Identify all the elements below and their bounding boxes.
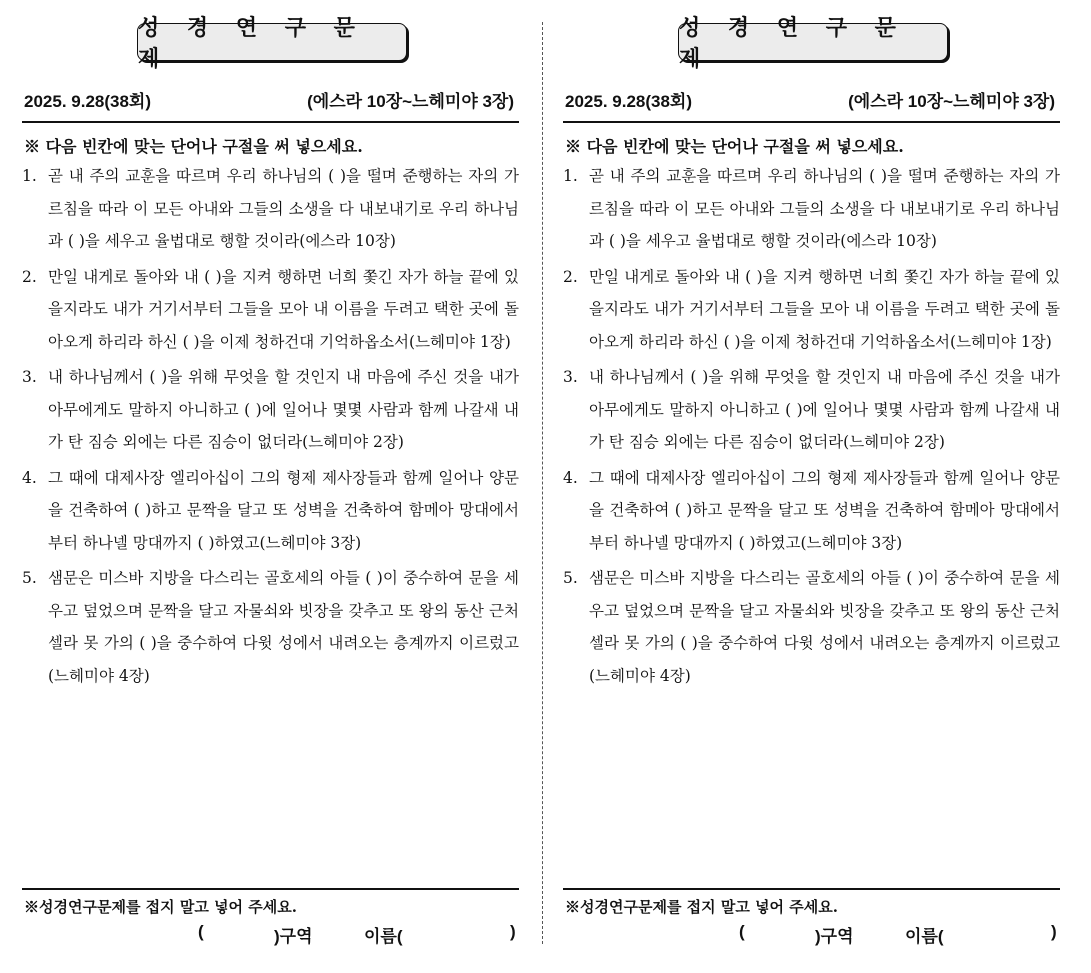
question-number: 4. xyxy=(22,468,37,487)
scripture-range: (에스라 10장~느헤미야 3장) xyxy=(307,92,514,111)
top-rule xyxy=(22,121,519,123)
district-open: ( xyxy=(198,922,204,941)
question-number: 5. xyxy=(22,569,37,587)
question-text: 샘문은 미스바 지방을 다스리는 골호세의 아들 ( )이 중수하여 문을 세우고 덮었으며 문짝을 달고 자물쇠와 빗장을 갖추고 또 왕의 동산 근처 셀라 못 가의 ( )을 중수하여 다윗 성에서 내려오는 층계까지 이르렀고(느헤미야 4장) xyxy=(589,569,1060,685)
question-3 xyxy=(563,361,1060,459)
question-5 xyxy=(563,562,1060,692)
question-number: 3. xyxy=(563,368,578,386)
instruction: ※ 다음 빈칸에 맞는 단어나 구절을 써 넣으세요. xyxy=(24,137,363,156)
question-number: 1. xyxy=(22,167,37,185)
question-4 xyxy=(563,462,1060,560)
question-text: 내 하나님께서 ( )을 위해 무엇을 할 것인지 내 마음에 주신 것을 내가 아무에게도 말하지 아니하고 ( )에 일어나 몇몇 사람과 함께 나갈새 내가 탄 짐승 외에는 다른 짐승이 없더라(느헤미야 2장) xyxy=(48,368,519,451)
question-number: 3. xyxy=(22,368,37,386)
top-rule xyxy=(563,121,1060,123)
question-3 xyxy=(22,361,519,459)
question-text: 내 하나님께서 ( )을 위해 무엇을 할 것인지 내 마음에 주신 것을 내가 아무에게도 말하지 아니하고 ( )에 일어나 몇몇 사람과 함께 나갈새 내가 탄 짐승 외에는 다른 짐승이 없더라(느헤미야 2장) xyxy=(589,368,1060,451)
question-4 xyxy=(22,462,519,560)
question-2 xyxy=(563,261,1060,359)
district-label: )구역 xyxy=(274,927,313,946)
question-5 xyxy=(22,562,519,692)
footer-note: ※성경연구문제를 접지 말고 넣어 주세요. xyxy=(565,898,838,916)
bottom-rule xyxy=(563,888,1060,890)
question-1 xyxy=(563,160,1060,258)
scripture-range: (에스라 10장~느헤미야 3장) xyxy=(848,92,1055,111)
date-row xyxy=(565,84,1058,112)
question-number: 5. xyxy=(563,569,578,587)
worksheet-title: 성 경 연 구 문 제 xyxy=(137,23,407,61)
question-text: 그 때에 대제사장 엘리아십이 그의 형제 제사장들과 함께 일어나 양문을 건축하여 ( )하고 문짝을 달고 또 성벽을 건축하여 함메아 망대에서부터 하나넬 망대까지 ( )하였고(느헤미야 3장) xyxy=(48,468,519,552)
question-text: 그 때에 대제사장 엘리아십이 그의 형제 제사장들과 함께 일어나 양문을 건축하여 ( )하고 문짝을 달고 또 성벽을 건축하여 함메아 망대에서부터 하나넬 망대까지 ( )하였고(느헤미야 3장) xyxy=(589,468,1060,552)
instruction: ※ 다음 빈칸에 맞는 단어나 구절을 써 넣으세요. xyxy=(565,137,904,156)
date-row xyxy=(24,84,517,112)
name-close: ) xyxy=(510,922,516,941)
question-1 xyxy=(22,160,519,258)
worksheet-title: 성 경 연 구 문 제 xyxy=(678,23,948,61)
footer-fields xyxy=(22,920,519,946)
date-label: 2025. 9.28(38회) xyxy=(565,92,693,111)
worksheet-left xyxy=(22,0,519,973)
name-close: ) xyxy=(1051,922,1057,941)
question-number: 4. xyxy=(563,468,578,487)
worksheet-right xyxy=(563,0,1060,973)
question-text: 만일 내게로 돌아와 내 ( )을 지켜 행하면 너희 쫓긴 자가 하늘 끝에 있을지라도 내가 거기서부터 그들을 모아 내 이름을 두려고 택한 곳에 돌아오게 하리라 하신 ( )을 이제 청하건대 기억하옵소서(느헤미야 1장) xyxy=(589,267,1060,351)
district-label: )구역 xyxy=(815,927,854,946)
question-number: 2. xyxy=(22,267,37,286)
question-text: 곧 내 주의 교훈을 따르며 우리 하나님의 ( )을 떨며 준행하는 자의 가르침을 따라 이 모든 아내와 그들의 소생을 다 내보내기로 우리 하나님과 ( )을 세우고 율법대로 행할 것이라(에스라 10장) xyxy=(48,167,519,250)
question-list xyxy=(22,160,519,695)
question-2 xyxy=(22,261,519,359)
question-list xyxy=(563,160,1060,695)
footer-note: ※성경연구문제를 접지 말고 넣어 주세요. xyxy=(24,898,297,916)
name-label: 이름( xyxy=(364,927,403,946)
district-open: ( xyxy=(739,922,745,941)
date-label: 2025. 9.28(38회) xyxy=(24,92,152,111)
cut-line xyxy=(542,22,543,944)
question-text: 샘문은 미스바 지방을 다스리는 골호세의 아들 ( )이 중수하여 문을 세우고 덮었으며 문짝을 달고 자물쇠와 빗장을 갖추고 또 왕의 동산 근처 셀라 못 가의 ( )을 중수하여 다윗 성에서 내려오는 층계까지 이르렀고(느헤미야 4장) xyxy=(48,569,519,685)
footer-fields xyxy=(563,920,1060,946)
question-text: 곧 내 주의 교훈을 따르며 우리 하나님의 ( )을 떨며 준행하는 자의 가르침을 따라 이 모든 아내와 그들의 소생을 다 내보내기로 우리 하나님과 ( )을 세우고 율법대로 행할 것이라(에스라 10장) xyxy=(589,167,1060,250)
question-number: 1. xyxy=(563,167,578,185)
name-label: 이름( xyxy=(905,927,944,946)
bottom-rule xyxy=(22,888,519,890)
question-text: 만일 내게로 돌아와 내 ( )을 지켜 행하면 너희 쫓긴 자가 하늘 끝에 있을지라도 내가 거기서부터 그들을 모아 내 이름을 두려고 택한 곳에 돌아오게 하리라 하신 ( )을 이제 청하건대 기억하옵소서(느헤미야 1장) xyxy=(48,267,519,351)
question-number: 2. xyxy=(563,267,578,286)
